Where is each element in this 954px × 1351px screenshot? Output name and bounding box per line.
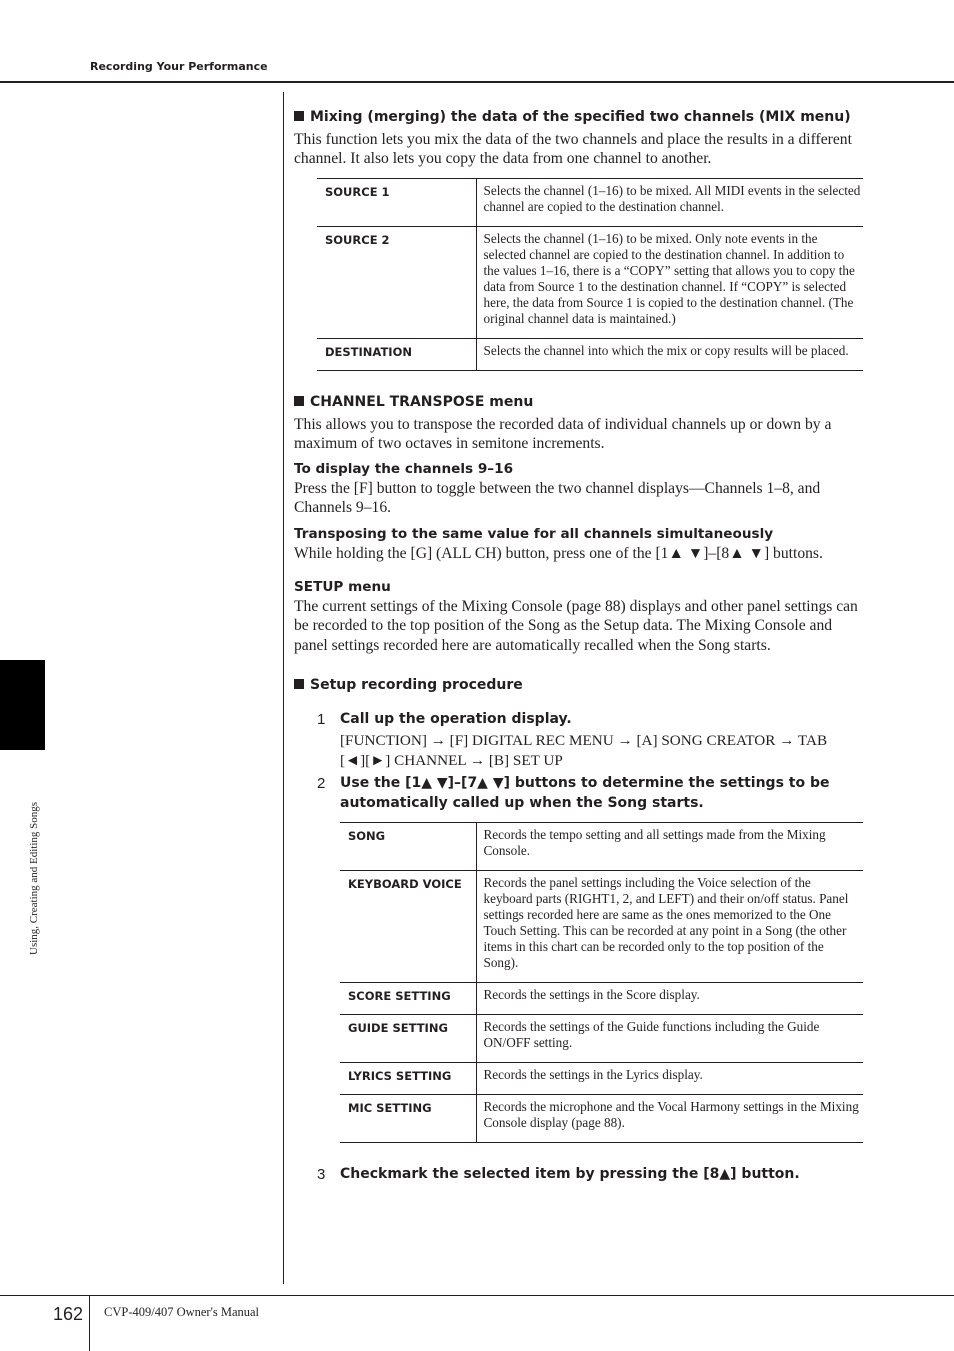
step-1 — [294, 710, 864, 772]
setup-text: The current settings of the Mixing Console (page 88) displays and other panel settings can be recorded to the top position of the Song as the Setup data. The Mixing Console and panel settings recorded here are automatically recalled when the Song starts. — [294, 598, 858, 654]
step-number: 1 — [317, 710, 326, 728]
table-label: SONG — [340, 823, 476, 871]
table-row — [340, 1095, 863, 1143]
step-path-line-1: [FUNCTION] → [F] DIGITAL REC MENU → [A] SONG CREATOR → TAB — [340, 732, 828, 750]
page-number: 162 — [53, 1304, 84, 1324]
table-label: MIC SETTING — [340, 1095, 476, 1143]
procedure-heading: Setup recording procedure — [294, 675, 864, 695]
square-bullet-icon — [294, 679, 304, 689]
table-label: LYRICS SETTING — [340, 1063, 476, 1095]
step-number: 2 — [317, 775, 326, 793]
step-title: Checkmark the selected item by pressing the [8▲] button. — [340, 1166, 800, 1183]
table-desc: Records the settings in the Score display. — [476, 983, 863, 1015]
table-label: SOURCE 1 — [317, 178, 476, 226]
table-row — [317, 226, 863, 338]
table-desc: Records the panel settings including the Voice selection of the keyboard parts (RIGHT1, 2, and LEFT) and their on/off status. Panel settings recorded here are same as the ones memorized to the One Touch Setting. This can be recorded at any point in a Song (the other items in this chart can be recorded only to the top position of the Song). — [476, 871, 863, 983]
step-number: 3 — [317, 1166, 326, 1184]
step-title: Call up the operation display. — [340, 710, 572, 727]
table-label: SOURCE 2 — [317, 226, 476, 338]
table-label: KEYBOARD VOICE — [340, 871, 476, 983]
table-desc: Selects the channel (1–16) to be mixed. All MIDI events in the selected channel are copied to the destination channel. — [476, 178, 863, 226]
setup-table — [340, 822, 863, 1143]
table-row — [340, 823, 863, 871]
table-row — [340, 871, 863, 983]
chapter-tab — [0, 660, 45, 750]
table-row — [317, 178, 863, 226]
mix-table — [317, 178, 863, 371]
mix-intro: This function lets you mix the data of the two channels and place the results in a different channel. It also lets you copy the data from one channel to another. — [294, 131, 852, 168]
step-2 — [294, 774, 864, 813]
table-desc: Selects the channel (1–16) to be mixed. Only note events in the selected channel are copied to the destination channel. In addition to the values 1–16, there is a “COPY” setting that allows you to copy the data from Source 1 to the destination channel. If “COPY” is selected here, the data from Source 1 is copied to the destination channel. (The original channel data is maintained.) — [476, 226, 863, 338]
table-row — [340, 1063, 863, 1095]
footer-divider — [89, 1296, 90, 1351]
column-divider — [283, 92, 284, 1284]
table-row — [317, 338, 863, 370]
chapter-side-label: Using, Creating and Editing Songs — [28, 801, 40, 955]
setup-heading: SETUP menu — [294, 579, 391, 596]
footer-rule — [0, 1295, 954, 1296]
table-label: GUIDE SETTING — [340, 1015, 476, 1063]
table-desc: Records the settings in the Lyrics display. — [476, 1063, 863, 1095]
transpose-intro: This allows you to transpose the recorded data of individual channels up or down by a maximum of two octaves in semitone increments. — [294, 415, 832, 452]
step-path-line-2: [◄][►] CHANNEL → [B] SET UP — [340, 752, 563, 770]
main-content — [294, 107, 864, 1185]
all-channels-heading: Transposing to the same value for all channels simultaneously — [294, 525, 774, 542]
table-desc: Records the microphone and the Vocal Harmony settings in the Mixing Console display (page 88). — [476, 1095, 863, 1143]
table-desc: Selects the channel into which the mix or copy results will be placed. — [476, 338, 863, 370]
display-channels-heading: To display the channels 9–16 — [294, 461, 514, 478]
running-header: Recording Your Performance — [90, 60, 268, 73]
step-3 — [294, 1165, 864, 1185]
table-row — [340, 1015, 863, 1063]
table-desc: Records the settings of the Guide functions including the Guide ON/OFF setting. — [476, 1015, 863, 1063]
table-desc: Records the tempo setting and all settings made from the Mixing Console. — [476, 823, 863, 871]
mix-heading: Mixing (merging) the data of the specified two channels (MIX menu) — [294, 107, 864, 127]
transpose-heading: CHANNEL TRANSPOSE menu — [294, 392, 864, 412]
manual-name: CVP-409/407 Owner's Manual — [104, 1305, 260, 1319]
all-channels-text: While holding the [G] (ALL CH) button, press one of the [1▲ ▼]–[8▲ ▼] buttons. — [294, 544, 823, 562]
header-rule — [0, 81, 954, 83]
display-channels-text: Press the [F] button to toggle between the two channel displays—Channels 1–8, and Channels 9–16. — [294, 480, 821, 517]
square-bullet-icon — [294, 111, 304, 121]
step-title: Use the [1▲ ▼]–[7▲ ▼] buttons to determine the settings to be automatically called up when the Song starts. — [340, 775, 830, 811]
table-label: DESTINATION — [317, 338, 476, 370]
square-bullet-icon — [294, 396, 304, 406]
table-label: SCORE SETTING — [340, 983, 476, 1015]
table-row — [340, 983, 863, 1015]
